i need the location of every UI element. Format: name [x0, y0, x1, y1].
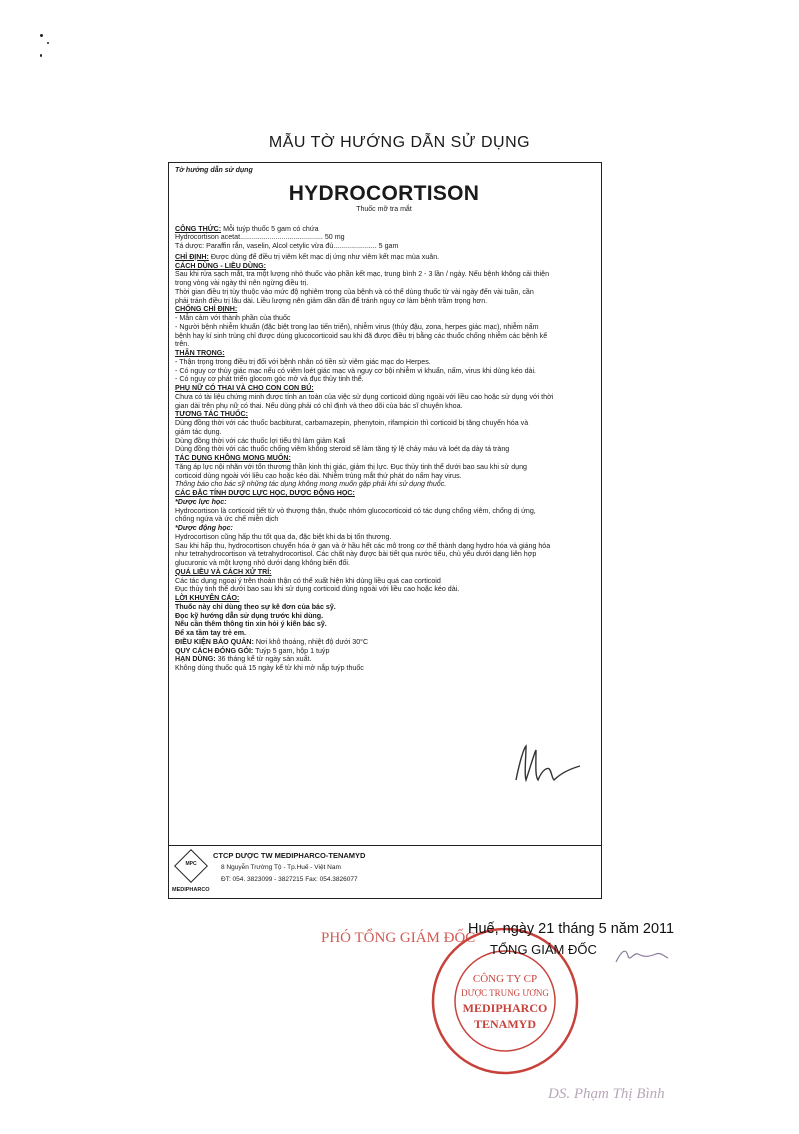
- scan-speck: [40, 34, 43, 37]
- precaution-line: - Có nguy cơ phát triển glocom góc mở và đục thủy tinh thể.: [175, 375, 364, 384]
- storage-text: Nơi khô thoáng, nhiệt độ dưới 30°C: [255, 637, 369, 646]
- active-ingredient: Hydrocortison acetat: [175, 233, 241, 242]
- leaflet-footer: [169, 845, 601, 898]
- director-signature: [612, 944, 672, 968]
- seal-line: CÔNG TY CP: [472, 973, 538, 985]
- pharmacokinetics-line: như tetrahydrocortison và tetrahydrocortisol. Các chất này được bài tiết qua nước tiểu, chủ yếu dưới dạng liên hợp: [175, 550, 537, 559]
- precaution-line: - Có nguy cơ thủy giác mạc nếu có viêm loét giác mạc và nguy cơ bội nhiễm vi khuẩn, nấm, virus khi dùng kéo dài.: [175, 366, 537, 375]
- dosage-line: trong vòng vài ngày thì nên ngừng điều trị.: [175, 279, 309, 287]
- advice-line: Để xa tầm tay trẻ em.: [175, 629, 246, 637]
- packaging-line: [175, 647, 593, 656]
- pharmacodynamics-label: *Dược lực học:: [175, 497, 227, 506]
- logo-mark: MPC: [185, 861, 197, 867]
- company-phone: ĐT: 054. 3823099 - 3827215 Fax: 054.3826077: [221, 876, 358, 883]
- company-name: CTCP DƯỢC TW MEDIPHARCO-TENAMYD: [213, 851, 366, 860]
- side-effect-note: Thông báo cho bác sỹ những tác dụng không mong muốn gặp phải khi sử dụng thuốc.: [175, 480, 447, 489]
- overdose-line: Đục thủy tinh thể dưới bao sau khi sử dụng corticoid dùng ngoài với liều cao hoặc kéo dài.: [175, 585, 460, 594]
- initials-signature: [508, 740, 588, 790]
- advice-line: Thuốc này chỉ dùng theo sự kê đơn của bác sỹ.: [175, 602, 336, 611]
- page-title: MẪU TỜ HƯỚNG DẪN SỬ DỤNG: [268, 134, 531, 151]
- precaution-line: - Thận trọng trong điều trị đối với bệnh nhân có tiền sử viêm giác mạc do Herpes.: [175, 357, 431, 366]
- indication-text: Được dùng để điều trị viêm kết mạc dị ứng như viêm kết mạc mùa xuân.: [210, 252, 440, 261]
- overdose-line: Các tác dụng ngoại ý trên thoản thận có thể xuất hiện khi dùng liều quá cao corticoid: [175, 576, 441, 585]
- side-effect-line: corticoid dùng ngoài với liều cao hoặc kéo dài. Nhiễm trùng mắt thứ phát do nấm hay virus.: [175, 471, 462, 480]
- signer-name: DS. Phạm Thị Bình: [548, 1086, 665, 1102]
- contraindications-heading: CHỐNG CHỈ ĐỊNH:: [175, 305, 238, 314]
- dosage-heading: CÁCH DÙNG - LIỀU DÙNG:: [175, 261, 267, 270]
- leaflet-label: Tờ hướng dẫn sử dụng: [175, 167, 253, 174]
- packaging-text: Tuýp 5 gam, hộp 1 tuýp: [255, 646, 330, 655]
- advice-line: Đọc kỹ hướng dẫn sử dụng trước khi dùng.: [175, 611, 324, 620]
- composition-intro: Mỗi tuýp thuốc 5 gam có chứa: [223, 224, 319, 233]
- logo-text: MEDIPHARCO: [172, 887, 210, 893]
- side-effect-line: Tăng áp lực nội nhãn với tổn thương thần kinh thị giác, giảm thị lực. Đục thủy tinh thể dưới bao sau khi sử dụng: [175, 462, 527, 471]
- interaction-line: Dùng đồng thời với các thuốc lợi tiểu thì làm giảm Kali: [175, 436, 346, 445]
- drug-subtitle: Thuốc mỡ tra mắt: [356, 205, 412, 213]
- interactions-heading: TƯƠNG TÁC THUỐC:: [175, 410, 249, 419]
- pregnancy-line: Chưa có tài liệu chứng minh được tính an toàn của việc sử dụng corticoid dùng ngoài với liều cao hoặc sử dụng với thời: [175, 392, 554, 401]
- interaction-line: Dùng đồng thời với các thuốc chống viêm không steroid sẽ làm tăng tỷ lệ chảy máu và loét dạ dày tá tràng: [175, 445, 510, 454]
- director-title: TỔNG GIÁM ĐỐC: [490, 942, 597, 957]
- pharmacokinetics-label: *Dược động học:: [175, 524, 233, 532]
- dosage-line: Sau khi rửa sạch mắt, tra một lượng nhỏ thuốc vào phần kết mạc, trung bình 2 - 3 lần / ngày. Nếu bệnh không cải thiện: [175, 270, 550, 279]
- pharmacokinetics-line: glucuronic và một lượng nhỏ dưới dạng không biến đổi.: [175, 559, 350, 567]
- side-effects-heading: TÁC DỤNG KHÔNG MONG MUỐN:: [175, 454, 291, 462]
- active-amount: 50 mg: [324, 233, 345, 242]
- seal-line: MEDIPHARCO: [462, 1001, 548, 1015]
- storage-line: [175, 638, 593, 647]
- pregnancy-heading: PHỤ NỮ CÓ THAI VÀ CHO CON CON BÚ:: [175, 384, 314, 392]
- composition-active-row: Hydrocortison acetat.......................................... 50 mg: [175, 233, 345, 242]
- contraindication-line: - Mẫn cảm với thành phần của thuốc: [175, 314, 291, 322]
- pharmacokinetics-line: Hydrocortison cũng hấp thu tốt qua da, đặc biệt khi da bị tổn thương.: [175, 532, 392, 541]
- scan-speck: [40, 54, 42, 57]
- expiry-line: [175, 655, 593, 664]
- deputy-director-stamp: PHÓ TỔNG GIÁM ĐỐC: [321, 930, 476, 946]
- pharmacodynamics-line: chống ngứa và ức chế miễn dịch: [175, 515, 279, 524]
- pharmacodynamics-line: Hydrocortison là corticoid tiết từ vỏ thượng thận, thuộc nhóm glucocorticoid có tác dụng chống viêm, chống dị ứng,: [175, 506, 536, 515]
- packaging-heading: QUY CÁCH ĐÓNG GÓI:: [175, 646, 254, 655]
- contraindication-line: - Người bệnh nhiễm khuẩn (đặc biệt trong lao tiến triển), nhiễm virus (thủy đậu, zona, herpes giác mạc), nhiễm nấm: [175, 322, 539, 331]
- seal-line: TENAMYD: [474, 1017, 536, 1031]
- composition-line: [175, 225, 593, 234]
- pharmacology-heading: CÁC ĐẶC TÍNH DƯỢC LỰC HỌC, DƯỢC ĐỘNG HỌC:: [175, 489, 355, 497]
- excipient: Tá dược: Paraffin rắn, vaselin, Alcol cetylic vừa đủ: [175, 242, 334, 250]
- advice-line: Nếu cần thêm thông tin xin hỏi ý kiến bác sỹ.: [175, 620, 327, 629]
- precautions-heading: THẬN TRỌNG:: [175, 349, 225, 357]
- seal-line: DƯỢC TRUNG ƯƠNG: [461, 988, 549, 998]
- interaction-line: Dùng đồng thời với các thuốc bacbiturat, carbamazepin, phenytoin, rifampicin thì corticoid bị tăng chuyển hóa và: [175, 419, 529, 427]
- indication-line: [175, 253, 593, 262]
- pharmacokinetics-line: Sau khi hấp thu, hydrocortison chuyển hóa ở gan và ở hầu hết các mô trong cơ thể thành dạng hydro hóa và giáng hóa: [175, 541, 551, 550]
- advice-heading: LỜI KHUYÊN CÁO:: [175, 594, 240, 602]
- dosage-line: Thời gian điều trị tùy thuộc vào mức độ nghiêm trọng của bệnh và có thể dùng thuốc từ vài ngày đến vài tuần, cần: [175, 287, 534, 296]
- date-line: Huế, ngày 21 tháng 5 năm 2011: [468, 921, 675, 937]
- indication-heading: CHỈ ĐỊNH:: [175, 252, 209, 261]
- composition-heading: CÔNG THỨC:: [175, 224, 222, 233]
- company-address: 8 Nguyễn Trường Tộ - Tp.Huế - Việt Nam: [221, 864, 341, 871]
- scan-speck: [47, 42, 49, 44]
- excipient-amount: 5 gam: [378, 242, 399, 250]
- dosage-line: phải tránh điều trị lâu dài. Liều lượng nên giảm dần dần để tránh nguy cơ làm bệnh trầm trọng hơn.: [175, 296, 488, 305]
- contraindication-line: trên.: [175, 340, 190, 349]
- expiry-text: 36 tháng kể từ ngày sản xuất.: [217, 655, 312, 664]
- expiry-heading: HẠN DÙNG:: [175, 655, 216, 664]
- drug-name: HYDROCORTISON: [288, 181, 480, 205]
- overdose-heading: QUÁ LIỀU VÀ CÁCH XỬ TRÍ:: [175, 567, 272, 576]
- expiry-after-open: Không dùng thuốc quá 15 ngày kể từ khi mở nắp tuýp thuốc: [175, 664, 364, 672]
- pregnancy-line: gian dài trên phụ nữ có thai. Nếu dùng phải có chỉ định và theo dõi của bác sĩ chuyên khoa.: [175, 401, 463, 410]
- storage-heading: ĐIỀU KIỆN BẢO QUẢN:: [175, 637, 254, 646]
- contraindication-line: bệnh hay kí sinh trùng chỉ được dùng glucocorticoid sau khi đã được điều trị bằng các thuốc chống nhiễm các bệnh kể: [175, 331, 548, 340]
- composition-excipient-row: Tá dược: Paraffin rắn, vaselin, Alcol cetylic vừa đủ...................... 5 gam: [175, 242, 399, 250]
- interaction-line: giảm tác dụng.: [175, 427, 222, 436]
